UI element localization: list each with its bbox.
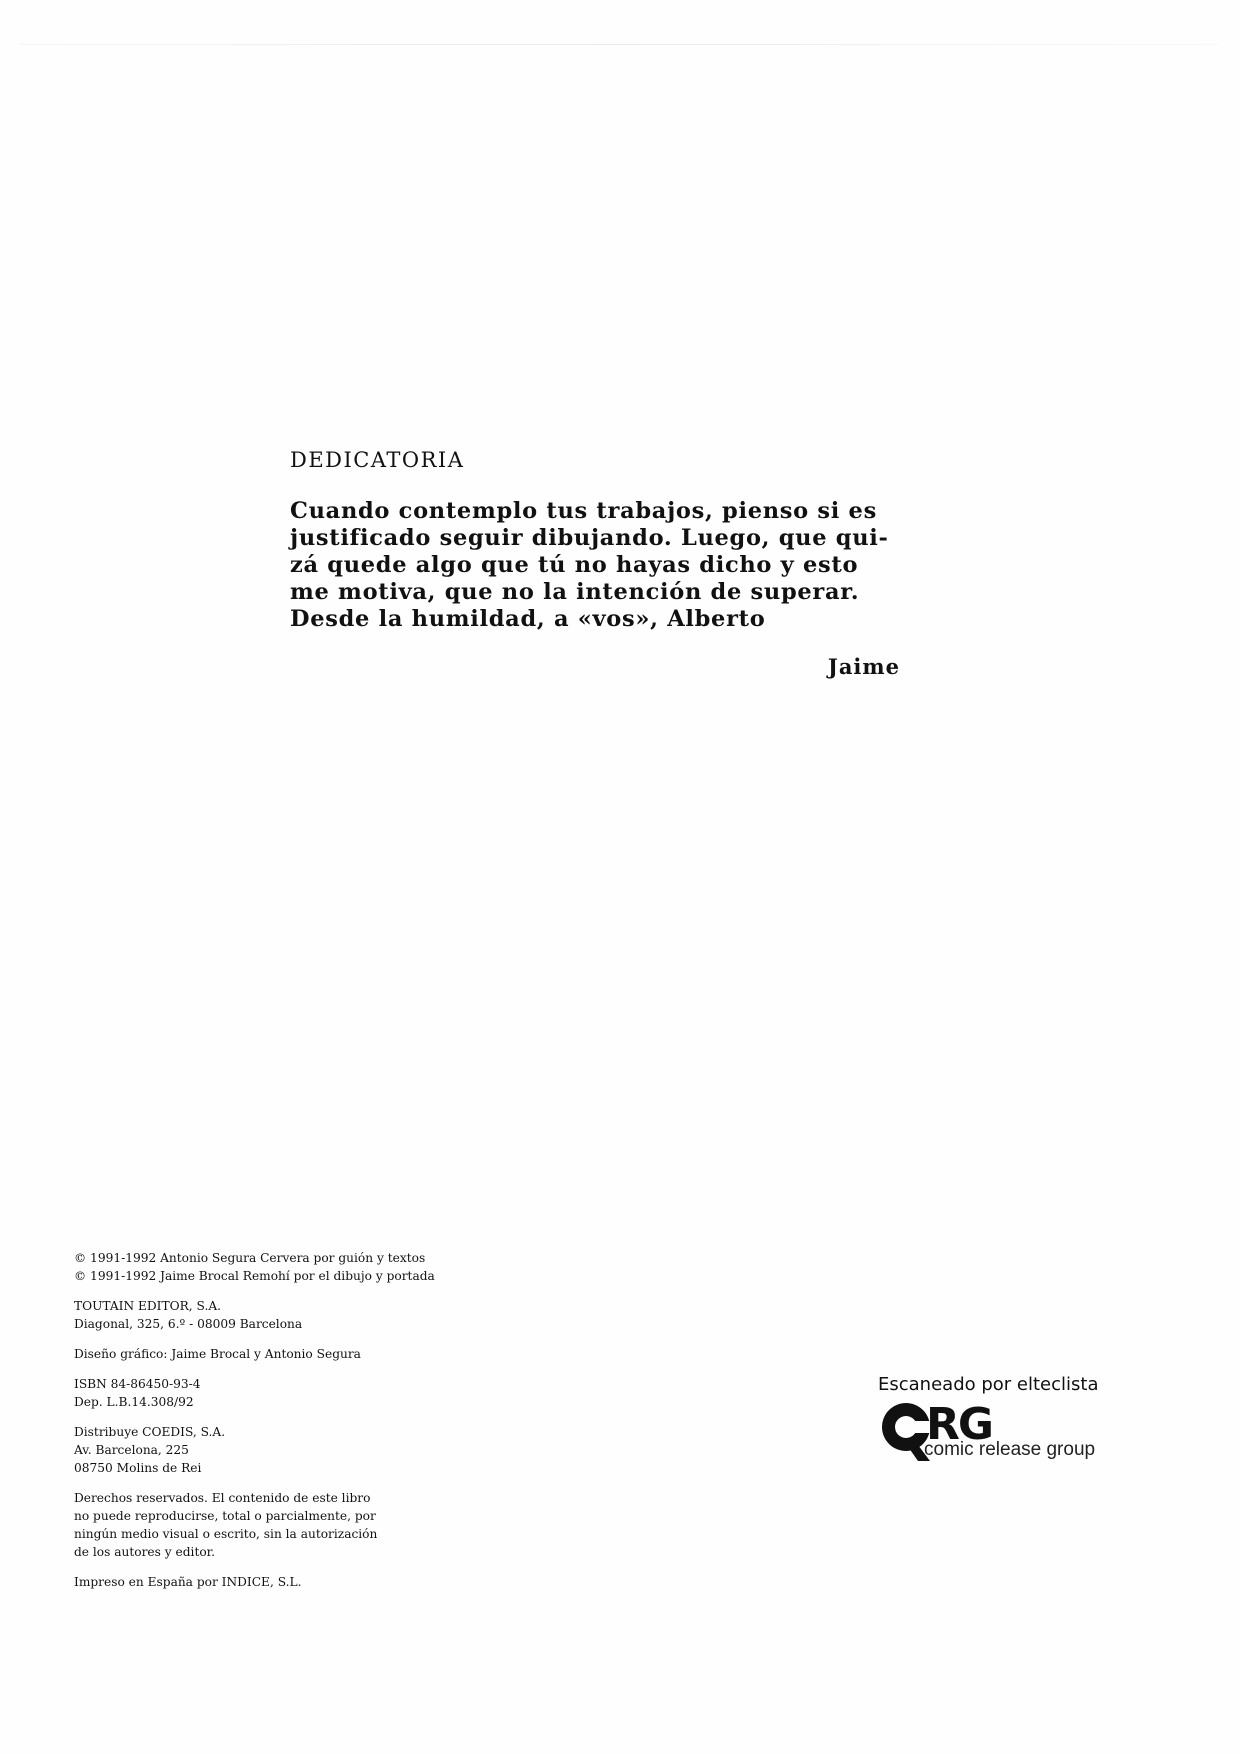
rights-line: de los autores y editor. xyxy=(74,1545,216,1559)
crg-logo-letters: RG xyxy=(926,1399,992,1450)
legal-deposit-line: Dep. L.B.14.308/92 xyxy=(74,1395,194,1409)
scan-credit xyxy=(878,1374,1178,1465)
scan-edge xyxy=(20,44,1220,45)
dedication-title: DEDICATORIA xyxy=(290,448,465,472)
scan-credit-text: Escaneado por elteclista xyxy=(878,1374,1099,1395)
printer-block xyxy=(74,1573,594,1591)
publisher-block xyxy=(74,1297,594,1333)
design-block xyxy=(74,1345,594,1363)
distribution-line: Distribuye COEDIS, S.A. xyxy=(74,1425,226,1439)
rights-line: ningún medio visual o escrito, sin la autorización xyxy=(74,1527,378,1541)
publisher-line: TOUTAIN EDITOR, S.A. xyxy=(74,1299,221,1313)
distribution-line: Av. Barcelona, 225 xyxy=(74,1443,189,1457)
rights-block xyxy=(74,1489,594,1561)
copyright-line: © 1991-1992 Jaime Brocal Remohí por el dibujo y portada xyxy=(74,1269,435,1283)
distribution-block xyxy=(74,1423,594,1477)
isbn-line: ISBN 84-86450-93-4 xyxy=(74,1377,201,1391)
dedication-line: me motiva, que no la intención de superar. xyxy=(290,579,860,605)
dedication-body xyxy=(290,498,900,633)
distribution-line: 08750 Molins de Rei xyxy=(74,1461,202,1475)
copyright-block xyxy=(74,1249,594,1285)
dedication-line: justificado seguir dibujando. Luego, que qui- xyxy=(290,525,889,551)
dedication-line: Cuando contemplo tus trabajos, pienso si es xyxy=(290,498,877,524)
dedication-signature: Jaime xyxy=(827,654,900,679)
dedication-section xyxy=(290,448,900,679)
dedication-line: zá quede algo que tú no hayas dicho y esto xyxy=(290,552,859,578)
dedication-line: Desde la humildad, a «vos», Alberto xyxy=(290,606,766,632)
printer-line: Impreso en España por INDICE, S.L. xyxy=(74,1575,302,1589)
rights-line: Derechos reservados. El contenido de este libro xyxy=(74,1491,371,1505)
design-line: Diseño gráfico: Jaime Brocal y Antonio Segura xyxy=(74,1347,361,1361)
crg-logo-subtitle: comic release group xyxy=(924,1439,1096,1460)
rights-line: no puede reproducirse, total o parcialmente, por xyxy=(74,1509,376,1523)
publisher-line: Diagonal, 325, 6.º - 08009 Barcelona xyxy=(74,1317,303,1331)
copyright-line: © 1991-1992 Antonio Segura Cervera por guión y textos xyxy=(74,1251,426,1265)
crg-logo xyxy=(878,1401,1118,1465)
credits-section xyxy=(74,1249,594,1603)
isbn-block xyxy=(74,1375,594,1411)
